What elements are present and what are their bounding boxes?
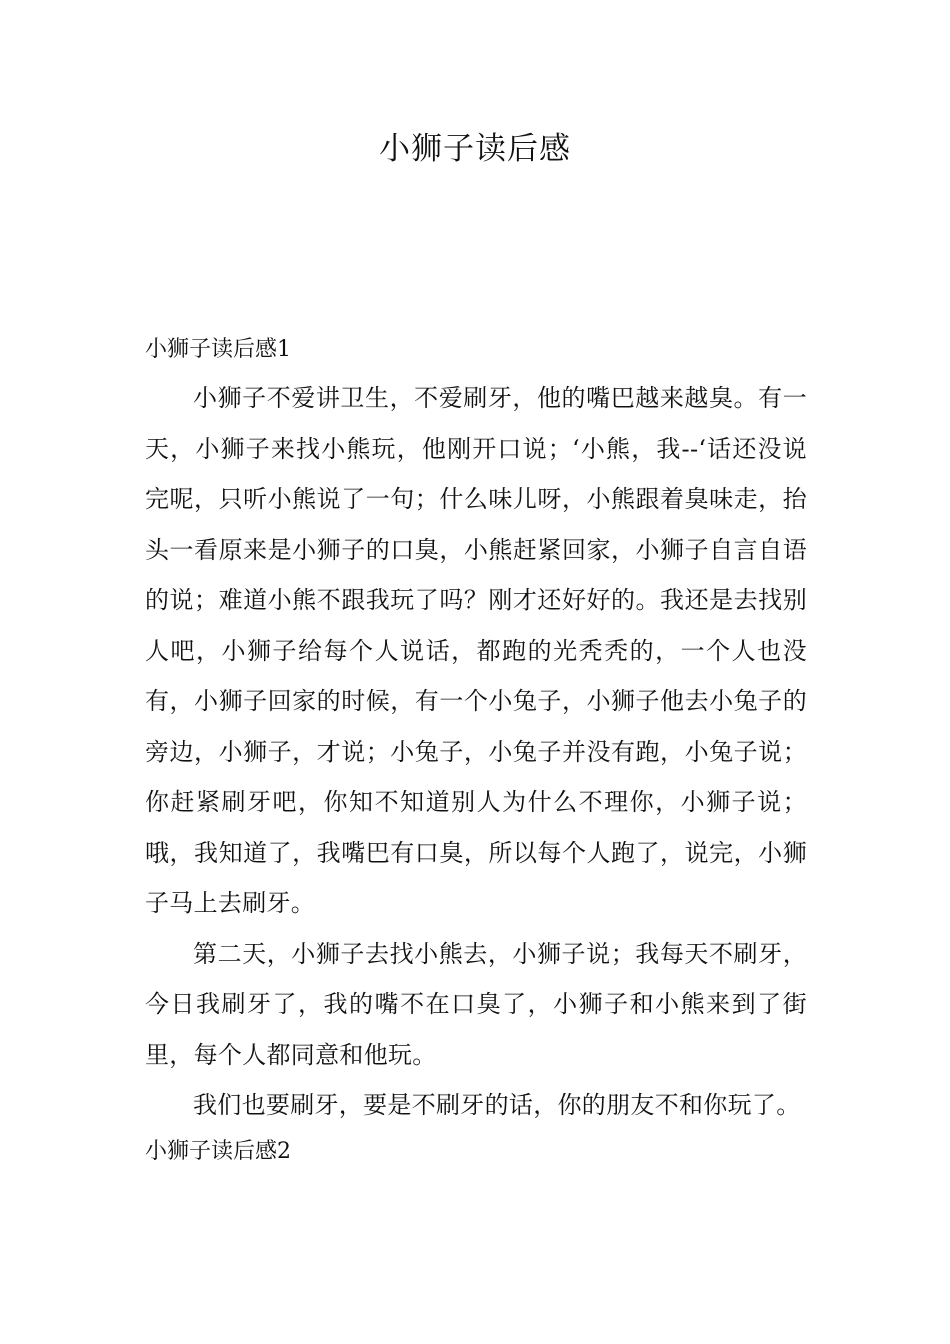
section-heading-2: 小狮子读后感2 [145,1138,291,1164]
document-title: 小狮子读后感 [379,131,571,167]
document-body [145,331,807,1171]
paragraph-2: 第二天，小狮子去找小熊去，小狮子说；我每天不刷牙，今日我刷牙了，我的嘴不在口臭了，小狮子和小熊来到了街里，每个人都同意和他玩。 [145,939,807,1069]
paragraph-3: 我们也要刷牙，要是不刷牙的话，你的朋友不和你玩了。 [193,1091,801,1119]
paragraph-1: 小狮子不爱讲卫生，不爱刷牙，他的嘴巴越来越臭。有一天，小狮子来找小熊玩，他刚开口说；‘小熊，我--‘话还没说完呢，只听小熊说了一句；什么味儿呀，小熊跟着臭味走，抬头一看原来是小狮子的口臭，小熊赶紧回家，小狮子自言自语的说；难道小熊不跟我玩了吗？刚才还好好的。我还是去找别人吧，小狮子给每个人说话，都跑的光秃秃的，一个人也没有，小狮子回家的时候，有一个小兔子，小狮子他去小兔子的旁边，小狮子，才说；小兔子，小兔子并没有跑，小兔子说；你赶紧刷牙吧，你知不知道别人为什么不理你，小狮子说；哦，我知道了，我嘴巴有口臭，所以每个人跑了，说完，小狮子马上去刷牙。 [145,384,807,917]
section-heading-1: 小狮子读后感1 [145,337,291,362]
